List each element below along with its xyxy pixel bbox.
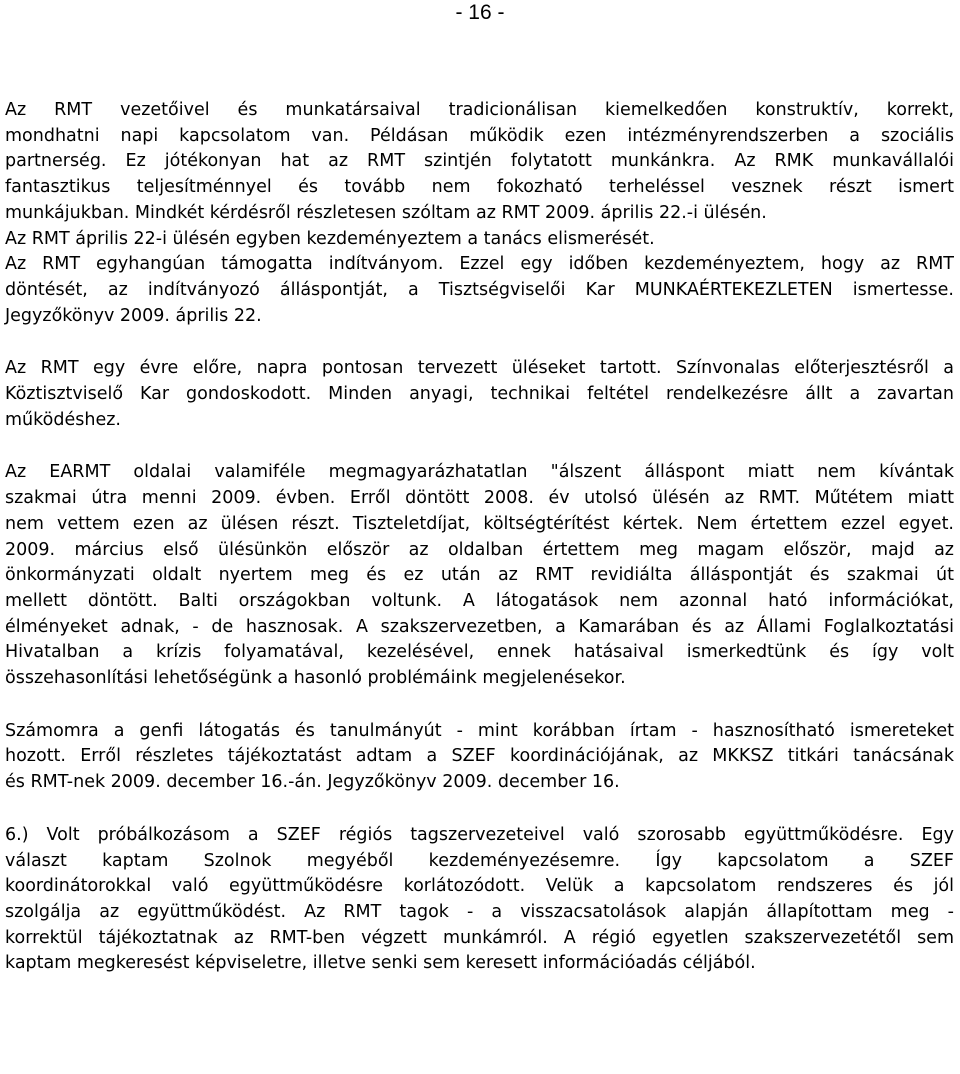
text-line: Jegyzőkönyv 2009. április 22. — [5, 305, 262, 326]
text-line: szolgálja az együttműködést. Az RMT tagok - a visszacsatolások alapján állapítottam meg - — [5, 901, 954, 922]
text-line: Köztisztviselő Kar gondoskodott. Minden anyagi, technikai feltétel rendelkezésre állt a zavartan — [5, 384, 954, 405]
text-line: 6.) Volt próbálkozásom a SZEF régiós tagszervezeteivel való szorosabb együttműködésre. Egy — [5, 824, 954, 845]
text-line: mellett döntött. Balti országokban voltunk. A látogatások nem azonnal ható információkat, — [5, 590, 954, 611]
document-body — [5, 98, 954, 977]
page-number: - 16 - — [455, 1, 505, 24]
text-line: működéshez. — [5, 409, 121, 430]
text-line: korrektül tájékoztatnak az RMT-ben végzett munkámról. A régió egyetlen szakszervezetétől sem — [5, 927, 954, 948]
text-line: 2009. március első ülésünkön először az oldalban értettem meg magam először, majd az — [5, 539, 954, 560]
text-line: fantasztikus teljesítménnyel és tovább nem fokozható terheléssel vesznek részt ismert — [5, 177, 954, 198]
paragraph-gap — [5, 329, 954, 356]
text-line: Az RMT április 22-i ülésén egyben kezdeményeztem a tanács elismerését. — [5, 228, 655, 249]
text-line: mondhatni napi kapcsolatom van. Példásan működik ezen intézményrendszerben a szociális — [5, 125, 954, 146]
paragraph-meetings — [5, 356, 954, 433]
paragraph-gap — [5, 796, 954, 823]
text-line: Számomra a genfi látogatás és tanulmányút - mint korábban írtam - hasznosítható ismereteket — [5, 720, 954, 741]
text-line: kaptam megkeresést képviseletre, illetve senki sem keresett információadás céljából. — [5, 953, 756, 974]
text-line: Az RMT egy évre előre, napra pontosan tervezett üléseket tartott. Színvonalas előterjesztésről a — [5, 358, 954, 379]
text-line: összehasonlítási lehetőségünk a hasonló problémáink megjelenésekor. — [5, 668, 626, 689]
paragraph-gap — [5, 433, 954, 460]
text-line: és RMT-nek 2009. december 16.-án. Jegyzőkönyv 2009. december 16. — [5, 772, 620, 793]
paragraph-szef — [5, 823, 954, 977]
paragraph-earmt — [5, 460, 954, 691]
text-line: partnerség. Ez jótékonyan hat az RMT szintjén folytatott munkánkra. Az RMK munkavállalói — [5, 151, 954, 172]
paragraph-geneva — [5, 719, 954, 796]
text-line: Az EARMT oldalai valamiféle megmagyarázhatatlan "álszent álláspont miatt nem kívántak — [5, 462, 954, 483]
text-line: választ kaptam Szolnok megyéből kezdeményezésemre. Így kapcsolatom a SZEF — [5, 850, 954, 871]
text-line: munkájukban. Mindkét kérdésről részletesen szóltam az RMT 2009. április 22.-i ülésén. — [5, 202, 767, 223]
text-line: élményeket adnak, - de hasznosak. A szakszervezetben, a Kamarában és az Állami Foglalkoztatási — [5, 616, 954, 637]
text-line: döntését, az indítványozó álláspontját, a Tisztségviselői Kar MUNKAÉRTEKEZLETEN ismertesse. — [5, 279, 954, 300]
text-line: nem vettem ezen az ülésen részt. Tiszteletdíjat, költségtérítést kértek. Nem értettem ezzel egyet. — [5, 513, 954, 534]
text-line: szakmai útra menni 2009. évben. Erről döntött 2008. év utolsó ülésén az RMT. Műtétem miatt — [5, 488, 954, 509]
text-line: Az RMT egyhangúan támogatta indítványom. Ezzel egy időben kezdeményeztem, hogy az RMT — [5, 254, 954, 275]
text-line: koordinátorokkal való együttműködésre korlátozódott. Velük a kapcsolatom rendszeres és jól — [5, 876, 954, 897]
text-line: önkormányzati oldalt nyertem meg és ez után az RMT revidiálta álláspontját és szakmai út — [5, 565, 954, 586]
text-line: Hivatalban a krízis folyamatával, kezelésével, ennek hatásaival ismerkedtünk és így volt — [5, 642, 954, 663]
paragraph-rmt-relations — [5, 98, 954, 329]
paragraph-gap — [5, 692, 954, 719]
text-line: Az RMT vezetőivel és munkatársaival tradicionálisan kiemelkedően konstruktív, korrekt, — [5, 100, 954, 120]
text-line: hozott. Erről részletes tájékoztatást adtam a SZEF koordinációjának, az MKKSZ titkári tanácsának — [5, 746, 954, 767]
